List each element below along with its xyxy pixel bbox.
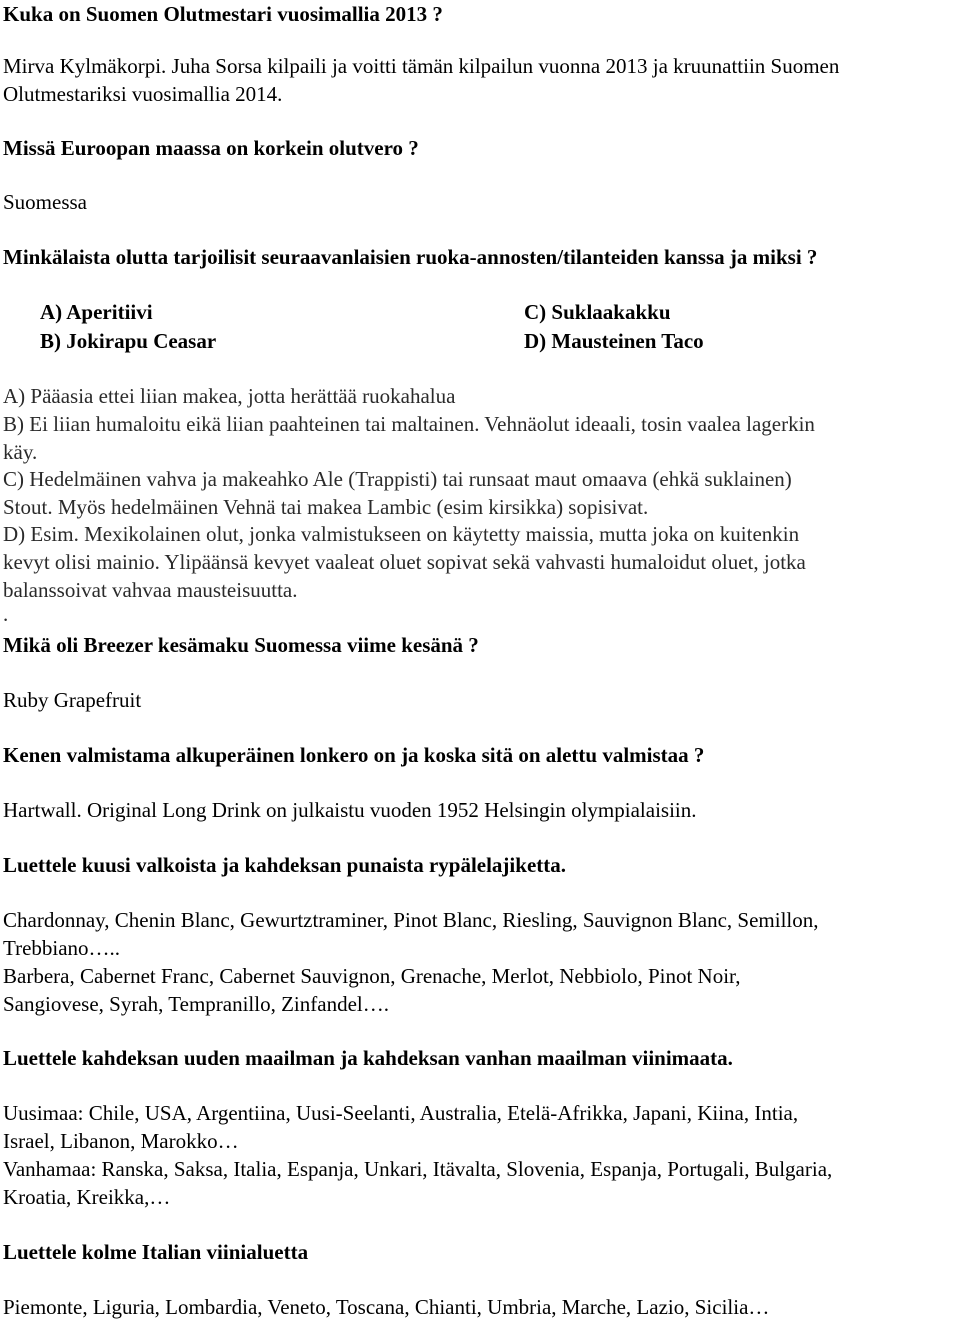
answer-olutmestari-line-2: Olutmestariksi vuosimallia 2014. (3, 82, 283, 106)
question-olutmestari: Kuka on Suomen Olutmestari vuosimallia 2013 ? (3, 2, 443, 26)
answer-ruoka-line-5: Stout. Myös hedelmäinen Vehnä tai makea Lambic (esim kirsikka) sopisivat. (3, 495, 649, 519)
answer-rypaleet-line-1: Chardonnay, Chenin Blanc, Gewurtztraminer, Pinot Blanc, Riesling, Sauvignon Blanc, Semillon, (3, 908, 819, 932)
question-viinimaat: Luettele kahdeksan uuden maailman ja kahdeksan vanhan maailman viinimaata. (3, 1046, 733, 1070)
answer-ruoka-line-4: C) Hedelmäinen vahva ja makeahko Ale (Trappisti) tai runsaat maut omaava (ehkä suklainen) (3, 467, 792, 491)
answer-viinimaat-line-2: Israel, Libanon, Marokko… (3, 1129, 239, 1153)
answer-ruoka-line-3: käy. (3, 440, 38, 464)
answer-rypaleet-line-3: Barbera, Cabernet Franc, Cabernet Sauvignon, Grenache, Merlot, Nebbiolo, Pinot Noir, (3, 964, 741, 988)
question-lonkero: Kenen valmistama alkuperäinen lonkero on ja koska sitä on alettu valmistaa ? (3, 743, 705, 767)
answer-viinimaat-line-4: Kroatia, Kreikka,… (3, 1185, 171, 1209)
question-ruoka-oluet: Minkälaista olutta tarjoilisit seuraavanlaisien ruoka-annosten/tilanteiden kanssa ja miksi ? (3, 245, 818, 269)
answer-ruoka-line-1: A) Pääasia ettei liian makea, jotta herättää ruokahalua (3, 384, 456, 408)
answer-viinimaat-line-1: Uusimaa: Chile, USA, Argentiina, Uusi-Seelanti, Australia, Etelä-Afrikka, Japani, Kiina, Intia, (3, 1101, 799, 1125)
question-olutvero: Missä Euroopan maassa on korkein olutvero ? (3, 136, 419, 160)
option-a: A) Aperitiivi (40, 300, 153, 324)
answer-ruoka-line-7: kevyt olisi mainio. Ylipäänsä kevyet vaaleat oluet sopivat sekä vahvasti humaloidut oluet, jotka (3, 550, 806, 574)
option-c: C) Suklaakakku (524, 300, 671, 324)
answer-ruoka-line-6: D) Esim. Mexikolainen olut, jonka valmistukseen on käytetty maissia, mutta joka on kuitenkin (3, 522, 800, 546)
answer-lonkero: Hartwall. Original Long Drink on julkaistu vuoden 1952 Helsingin olympialaisiin. (3, 798, 697, 822)
answer-viinimaat-line-3: Vanhamaa: Ranska, Saksa, Italia, Espanja, Unkari, Itävalta, Slovenia, Espanja, Portugali, Bulgaria, (3, 1157, 833, 1181)
answer-rypaleet-line-4: Sangiovese, Syrah, Tempranillo, Zinfandel…. (3, 992, 389, 1016)
question-rypaleet: Luettele kuusi valkoista ja kahdeksan punaista rypälelajiketta. (3, 853, 567, 877)
option-b: B) Jokirapu Ceasar (40, 329, 217, 353)
answer-olutmestari-line-1: Mirva Kylmäkorpi. Juha Sorsa kilpaili ja voitti tämän kilpailun vuonna 2013 ja kruunattiin Suomen (3, 54, 840, 78)
question-italia: Luettele kolme Italian viinialuetta (3, 1240, 309, 1264)
answer-olutvero: Suomessa (3, 190, 87, 214)
answer-breezer: Ruby Grapefruit (3, 688, 142, 712)
answer-ruoka-line-9: . (3, 602, 9, 626)
question-breezer: Mikä oli Breezer kesämaku Suomessa viime kesänä ? (3, 633, 479, 657)
answer-ruoka-line-8: balanssoivat vahvaa mausteisuutta. (3, 578, 298, 602)
answer-italia: Piemonte, Liguria, Lombardia, Veneto, Toscana, Chianti, Umbria, Marche, Lazio, Sicilia… (3, 1295, 770, 1319)
answer-rypaleet-line-2: Trebbiano….. (3, 936, 121, 960)
answer-ruoka-line-2: B) Ei liian humaloitu eikä liian paahteinen tai maltainen. Vehnäolut ideaali, tosin vaalea lagerkin (3, 412, 815, 436)
option-d: D) Mausteinen Taco (524, 329, 704, 353)
